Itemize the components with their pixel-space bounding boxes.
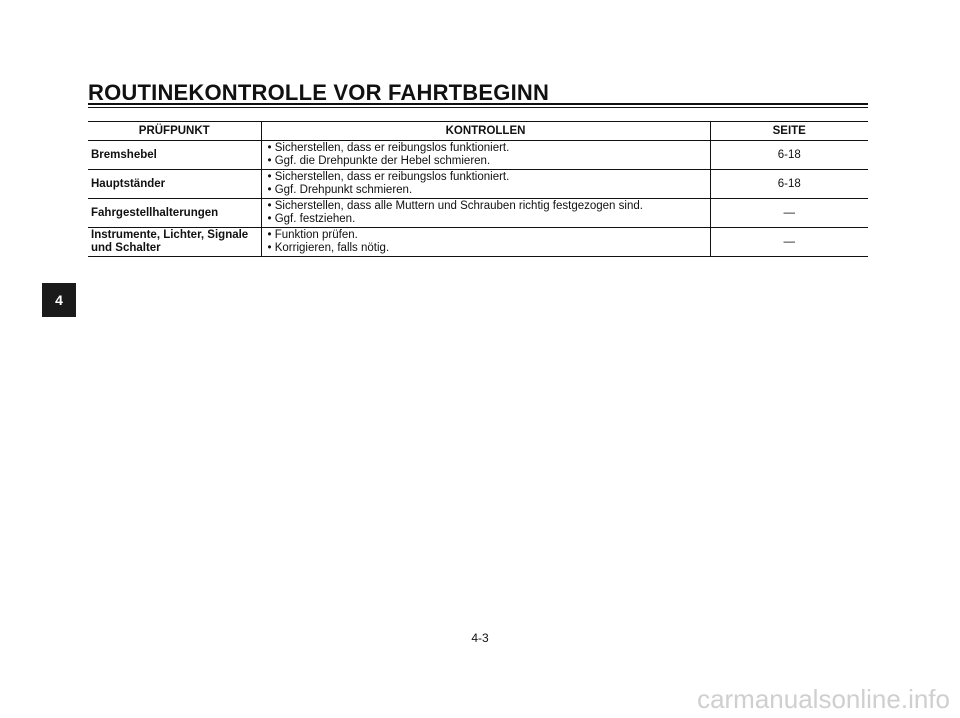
page-reference: 6-18: [710, 170, 868, 199]
check-instruction: • Sicherstellen, dass er reibungslos funktioniert.: [267, 142, 510, 154]
page-reference: 6-18: [710, 141, 868, 170]
check-item-cell: [88, 141, 261, 170]
check-item-cell: [88, 170, 261, 199]
check-instruction: • Ggf. festziehen.: [267, 213, 356, 225]
check-instructions-cell: [261, 228, 710, 257]
check-item-cell: [88, 199, 261, 228]
title-divider: [88, 103, 868, 108]
column-header-item: PRÜFPUNKT: [88, 122, 261, 141]
check-item-label: Bremshebel: [91, 148, 157, 161]
check-instructions-cell: [261, 170, 710, 199]
check-instruction: • Funktion prüfen.: [267, 229, 358, 241]
check-item-cell: [88, 228, 261, 257]
page-reference: —: [710, 199, 868, 228]
check-item-label: und Schalter: [91, 242, 161, 254]
page-reference: —: [710, 228, 868, 257]
chapter-tab: 4: [42, 283, 76, 317]
table-row: [88, 141, 868, 170]
page-number: 4-3: [471, 631, 489, 645]
check-item-label: Hauptständer: [91, 177, 166, 190]
check-instruction: • Korrigieren, falls nötig.: [267, 242, 390, 254]
table-row: [88, 199, 868, 228]
table-row: [88, 170, 868, 199]
routine-check-table: [88, 121, 868, 257]
column-header-page: SEITE: [710, 122, 868, 141]
check-instruction: • Ggf. die Drehpunkte der Hebel schmieren.: [267, 155, 491, 167]
table-row: [88, 228, 868, 257]
check-instructions-cell: [261, 141, 710, 170]
check-instructions-cell: [261, 199, 710, 228]
check-instruction: • Sicherstellen, dass alle Muttern und Schrauben richtig festgezogen sind.: [267, 200, 643, 212]
check-item-label: Fahrgestellhalterungen: [91, 206, 219, 219]
check-item-label: Instrumente, Lichter, Signale: [91, 229, 249, 241]
table-header-row: [88, 122, 868, 141]
check-instruction: • Sicherstellen, dass er reibungslos funktioniert.: [267, 171, 510, 183]
page-title: ROUTINEKONTROLLE VOR FAHRTBEGINN: [88, 80, 550, 105]
check-instruction: • Ggf. Drehpunkt schmieren.: [267, 184, 413, 196]
column-header-checks: KONTROLLEN: [261, 122, 710, 141]
watermark: carmanualsonline.info: [697, 684, 950, 714]
